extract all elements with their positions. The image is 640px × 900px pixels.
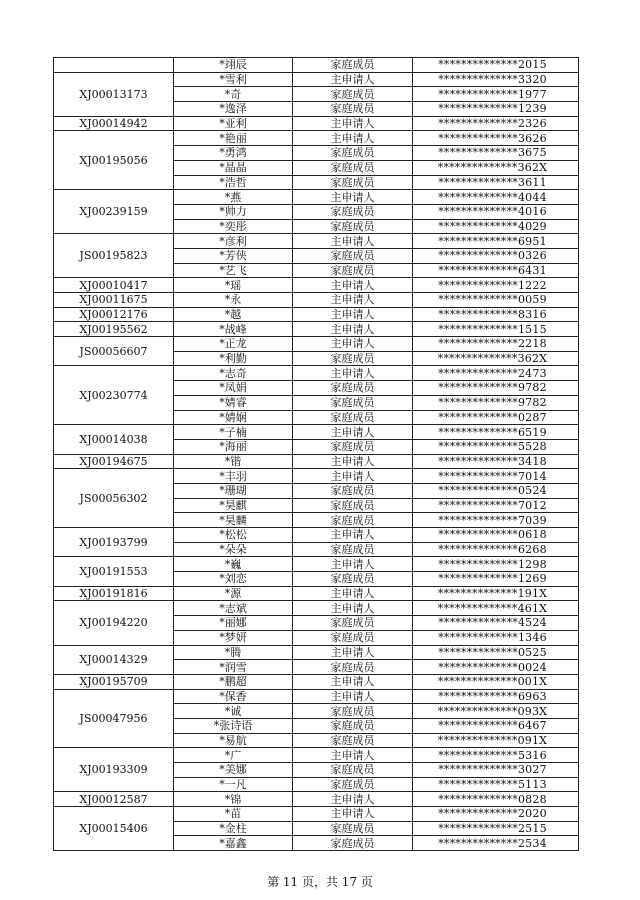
role-cell: 主申请人 xyxy=(293,807,413,822)
table-row xyxy=(54,645,579,660)
name-cell: *嘉鑫 xyxy=(174,836,293,851)
table-row xyxy=(54,792,579,807)
id-number-cell: **************2015 xyxy=(413,58,579,73)
id-number-cell: **************5113 xyxy=(413,777,579,792)
table-row xyxy=(54,58,579,73)
id-number-cell: **************6519 xyxy=(413,425,579,440)
id-number-cell: **************0525 xyxy=(413,645,579,660)
role-cell: 主申请人 xyxy=(293,748,413,763)
role-cell: 家庭成员 xyxy=(293,733,413,748)
name-cell: *源 xyxy=(174,586,293,601)
name-cell: *保香 xyxy=(174,689,293,704)
name-cell: *奕彤 xyxy=(174,219,293,234)
table-row xyxy=(54,337,579,352)
table-row xyxy=(54,689,579,704)
name-cell: *婧娴 xyxy=(174,410,293,425)
table-body xyxy=(54,58,579,851)
name-cell: *奇 xyxy=(174,87,293,102)
page-footer: 第 11 页，共 17 页 xyxy=(267,875,373,889)
role-cell: 主申请人 xyxy=(293,293,413,308)
id-number-cell: **************3626 xyxy=(413,131,579,146)
id-number-cell: **************191X xyxy=(413,586,579,601)
table-row xyxy=(54,674,579,689)
applicant-table xyxy=(53,57,579,851)
role-cell: 家庭成员 xyxy=(293,219,413,234)
name-cell: *瑶 xyxy=(174,278,293,293)
application-number-cell: JS00047956 xyxy=(54,689,174,748)
name-cell: *正龙 xyxy=(174,337,293,352)
role-cell: 主申请人 xyxy=(293,72,413,87)
id-number-cell: **************1346 xyxy=(413,630,579,645)
id-number-cell: **************6467 xyxy=(413,718,579,733)
role-cell: 家庭成员 xyxy=(293,542,413,557)
role-cell: 主申请人 xyxy=(293,234,413,249)
role-cell: 家庭成员 xyxy=(293,263,413,278)
name-cell: *亚利 xyxy=(174,116,293,131)
role-cell: 主申请人 xyxy=(293,278,413,293)
id-number-cell: **************4016 xyxy=(413,204,579,219)
table-row xyxy=(54,278,579,293)
role-cell: 主申请人 xyxy=(293,366,413,381)
role-cell: 家庭成员 xyxy=(293,102,413,117)
role-cell: 家庭成员 xyxy=(293,821,413,836)
role-cell: 家庭成员 xyxy=(293,395,413,410)
application-number-cell: XJ00012176 xyxy=(54,307,174,322)
role-cell: 主申请人 xyxy=(293,131,413,146)
id-number-cell: **************362X xyxy=(413,351,579,366)
id-number-cell: **************9782 xyxy=(413,395,579,410)
application-number-cell: JS00195823 xyxy=(54,234,174,278)
role-cell: 家庭成员 xyxy=(293,87,413,102)
role-cell: 主申请人 xyxy=(293,528,413,543)
name-cell: *志奇 xyxy=(174,366,293,381)
id-number-cell: **************1515 xyxy=(413,322,579,337)
table-row xyxy=(54,748,579,763)
role-cell: 主申请人 xyxy=(293,425,413,440)
id-number-cell: **************3611 xyxy=(413,175,579,190)
role-cell: 主申请人 xyxy=(293,674,413,689)
name-cell: *丽娜 xyxy=(174,616,293,631)
role-cell: 主申请人 xyxy=(293,116,413,131)
id-number-cell: **************1977 xyxy=(413,87,579,102)
name-cell: *越 xyxy=(174,307,293,322)
role-cell: 家庭成员 xyxy=(293,483,413,498)
application-number-cell: XJ00191816 xyxy=(54,586,174,601)
id-number-cell: **************5528 xyxy=(413,439,579,454)
id-number-cell: **************0326 xyxy=(413,248,579,263)
table-row xyxy=(54,190,579,205)
name-cell: *海丽 xyxy=(174,439,293,454)
role-cell: 家庭成员 xyxy=(293,351,413,366)
application-number-cell: JS00056607 xyxy=(54,337,174,366)
name-cell: *易航 xyxy=(174,733,293,748)
application-number-cell: JS00056302 xyxy=(54,469,174,528)
name-cell: *婧睿 xyxy=(174,395,293,410)
role-cell: 家庭成员 xyxy=(293,175,413,190)
name-cell: *志斌 xyxy=(174,601,293,616)
id-number-cell: **************093X xyxy=(413,704,579,719)
id-number-cell: **************0024 xyxy=(413,660,579,675)
role-cell: 主申请人 xyxy=(293,557,413,572)
name-cell: *燕 xyxy=(174,190,293,205)
table-row xyxy=(54,601,579,616)
name-cell: *梦妍 xyxy=(174,630,293,645)
id-number-cell: **************5316 xyxy=(413,748,579,763)
id-number-cell: **************7014 xyxy=(413,469,579,484)
role-cell: 家庭成员 xyxy=(293,410,413,425)
id-number-cell: **************001X xyxy=(413,674,579,689)
role-cell: 家庭成员 xyxy=(293,381,413,396)
id-number-cell: **************0618 xyxy=(413,528,579,543)
table-row xyxy=(54,131,579,146)
id-number-cell: **************3675 xyxy=(413,146,579,161)
name-cell: *晶晶 xyxy=(174,160,293,175)
name-cell: *美娜 xyxy=(174,763,293,778)
role-cell: 家庭成员 xyxy=(293,704,413,719)
application-number-cell: XJ00193799 xyxy=(54,528,174,557)
id-number-cell: **************7012 xyxy=(413,498,579,513)
name-cell: *永 xyxy=(174,293,293,308)
name-cell: *芳侠 xyxy=(174,248,293,263)
table-row xyxy=(54,469,579,484)
id-number-cell: **************4524 xyxy=(413,616,579,631)
id-number-cell: **************1269 xyxy=(413,572,579,587)
table-row xyxy=(54,293,579,308)
name-cell: *彦利 xyxy=(174,234,293,249)
role-cell: 主申请人 xyxy=(293,645,413,660)
name-cell: *凤娟 xyxy=(174,381,293,396)
table-row xyxy=(54,116,579,131)
name-cell: *一凡 xyxy=(174,777,293,792)
id-number-cell: **************461X xyxy=(413,601,579,616)
name-cell: *鹏超 xyxy=(174,674,293,689)
name-cell: *帅力 xyxy=(174,204,293,219)
id-number-cell: **************4029 xyxy=(413,219,579,234)
name-cell: *润雪 xyxy=(174,660,293,675)
name-cell: *战峰 xyxy=(174,322,293,337)
role-cell: 家庭成员 xyxy=(293,660,413,675)
id-number-cell: **************6951 xyxy=(413,234,579,249)
id-number-cell: **************8316 xyxy=(413,307,579,322)
id-number-cell: **************2515 xyxy=(413,821,579,836)
application-number-cell: XJ00193309 xyxy=(54,748,174,792)
id-number-cell: **************2326 xyxy=(413,116,579,131)
name-cell: *苗 xyxy=(174,807,293,822)
id-number-cell: **************3418 xyxy=(413,454,579,469)
name-cell: *子楠 xyxy=(174,425,293,440)
name-cell: *勇鸿 xyxy=(174,146,293,161)
id-number-cell: **************1222 xyxy=(413,278,579,293)
role-cell: 家庭成员 xyxy=(293,498,413,513)
table-row xyxy=(54,72,579,87)
id-number-cell: **************1239 xyxy=(413,102,579,117)
id-number-cell: **************4044 xyxy=(413,190,579,205)
role-cell: 家庭成员 xyxy=(293,160,413,175)
application-number-cell: XJ00195056 xyxy=(54,131,174,190)
name-cell: *艺飞 xyxy=(174,263,293,278)
id-number-cell: **************6963 xyxy=(413,689,579,704)
name-cell: *金柱 xyxy=(174,821,293,836)
role-cell: 主申请人 xyxy=(293,337,413,352)
application-number-cell: XJ00230774 xyxy=(54,366,174,425)
application-number-cell: XJ00015406 xyxy=(54,807,174,851)
table-row xyxy=(54,307,579,322)
name-cell: *昊麒 xyxy=(174,498,293,513)
role-cell: 家庭成员 xyxy=(293,439,413,454)
role-cell: 主申请人 xyxy=(293,601,413,616)
application-number-cell: XJ00194220 xyxy=(54,601,174,645)
id-number-cell: **************3027 xyxy=(413,763,579,778)
role-cell: 家庭成员 xyxy=(293,777,413,792)
role-cell: 家庭成员 xyxy=(293,763,413,778)
id-number-cell: **************2218 xyxy=(413,337,579,352)
id-number-cell: **************9782 xyxy=(413,381,579,396)
role-cell: 主申请人 xyxy=(293,469,413,484)
name-cell: *利勤 xyxy=(174,351,293,366)
table-row xyxy=(54,454,579,469)
role-cell: 家庭成员 xyxy=(293,718,413,733)
application-number-cell: XJ00191553 xyxy=(54,557,174,586)
name-cell: *刘恋 xyxy=(174,572,293,587)
application-number-cell: XJ00011675 xyxy=(54,293,174,308)
name-cell: *松松 xyxy=(174,528,293,543)
role-cell: 主申请人 xyxy=(293,689,413,704)
id-number-cell: **************2020 xyxy=(413,807,579,822)
id-number-cell: **************091X xyxy=(413,733,579,748)
id-number-cell: **************7039 xyxy=(413,513,579,528)
table-row xyxy=(54,586,579,601)
name-cell: *逸泽 xyxy=(174,102,293,117)
role-cell: 主申请人 xyxy=(293,190,413,205)
name-cell: *锴 xyxy=(174,454,293,469)
name-cell: *锦 xyxy=(174,792,293,807)
name-cell: *巍 xyxy=(174,557,293,572)
name-cell: *丰羽 xyxy=(174,469,293,484)
role-cell: 家庭成员 xyxy=(293,572,413,587)
role-cell: 家庭成员 xyxy=(293,146,413,161)
table-row xyxy=(54,322,579,337)
application-number-cell: XJ00012587 xyxy=(54,792,174,807)
table-row xyxy=(54,425,579,440)
id-number-cell: **************0828 xyxy=(413,792,579,807)
role-cell: 家庭成员 xyxy=(293,204,413,219)
application-number-cell: XJ00194675 xyxy=(54,454,174,469)
id-number-cell: **************2473 xyxy=(413,366,579,381)
application-number-cell: XJ00013173 xyxy=(54,72,174,116)
application-number-cell: XJ00195709 xyxy=(54,674,174,689)
role-cell: 主申请人 xyxy=(293,792,413,807)
role-cell: 家庭成员 xyxy=(293,836,413,851)
role-cell: 家庭成员 xyxy=(293,58,413,73)
id-number-cell: **************0059 xyxy=(413,293,579,308)
name-cell: *艳丽 xyxy=(174,131,293,146)
role-cell: 家庭成员 xyxy=(293,248,413,263)
application-number-cell: XJ00195562 xyxy=(54,322,174,337)
name-cell: *雪利 xyxy=(174,72,293,87)
name-cell: *张诗语 xyxy=(174,718,293,733)
application-number-cell: XJ00239159 xyxy=(54,190,174,234)
table-row xyxy=(54,234,579,249)
table-row xyxy=(54,807,579,822)
application-number-cell: XJ00010417 xyxy=(54,278,174,293)
role-cell: 家庭成员 xyxy=(293,616,413,631)
name-cell: *广 xyxy=(174,748,293,763)
table-row xyxy=(54,557,579,572)
table-row xyxy=(54,528,579,543)
application-number-cell: XJ00014038 xyxy=(54,425,174,454)
name-cell: *浩哲 xyxy=(174,175,293,190)
name-cell: *朵朵 xyxy=(174,542,293,557)
name-cell: *腾 xyxy=(174,645,293,660)
role-cell: 家庭成员 xyxy=(293,513,413,528)
role-cell: 主申请人 xyxy=(293,322,413,337)
name-cell: *诚 xyxy=(174,704,293,719)
application-number-cell: XJ00014942 xyxy=(54,116,174,131)
id-number-cell: **************6268 xyxy=(413,542,579,557)
id-number-cell: **************0524 xyxy=(413,483,579,498)
role-cell: 主申请人 xyxy=(293,307,413,322)
id-number-cell: **************2534 xyxy=(413,836,579,851)
role-cell: 主申请人 xyxy=(293,586,413,601)
name-cell: *珊瑚 xyxy=(174,483,293,498)
table-row xyxy=(54,366,579,381)
role-cell: 家庭成员 xyxy=(293,630,413,645)
id-number-cell: **************3320 xyxy=(413,72,579,87)
id-number-cell: **************362X xyxy=(413,160,579,175)
application-number-cell: XJ00014329 xyxy=(54,645,174,674)
name-cell: *翊辰 xyxy=(174,58,293,73)
id-number-cell: **************6431 xyxy=(413,263,579,278)
id-number-cell: **************1298 xyxy=(413,557,579,572)
application-number-cell xyxy=(54,58,174,73)
name-cell: *昊麟 xyxy=(174,513,293,528)
role-cell: 主申请人 xyxy=(293,454,413,469)
id-number-cell: **************0287 xyxy=(413,410,579,425)
